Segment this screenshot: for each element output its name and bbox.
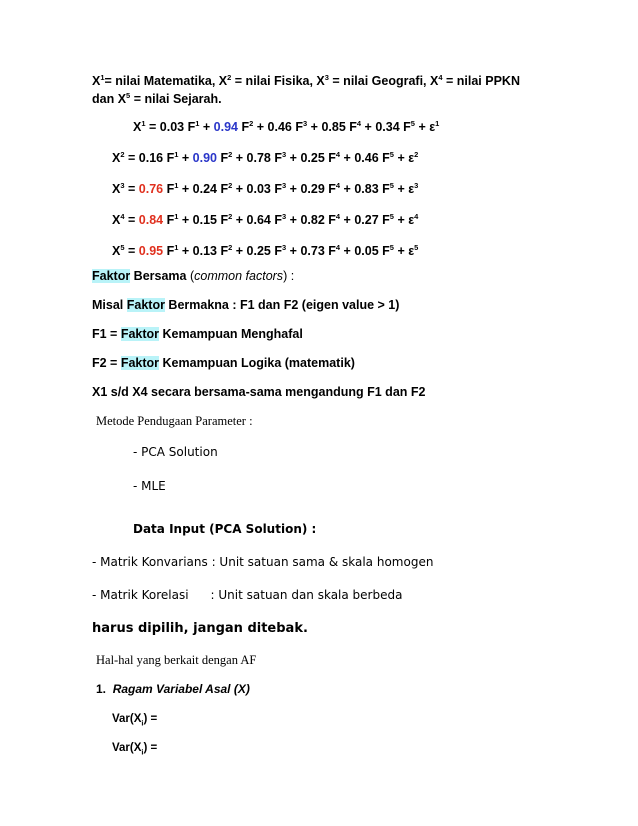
coefficient: 0.13 (192, 244, 217, 258)
equation-row: $X^1 = 0.03$ $F^1 + 0.94$ $F^2 + 0.46$ $F^3 + 0.85$ $F^4 + 0.34$ $F^5 + \varepsilon^1$ (133, 119, 440, 134)
equation-row: $X^3 = 0.76$ $F^1 + 0.24$ $F^2 + 0.03$ $F^3 + 0.29$ $F^4 + 0.83$ $F^5 + \varepsilon^3$ (112, 181, 419, 196)
harus-line: harus dipilih, jangan ditebak. (92, 621, 308, 636)
highlighted-faktor: Faktor (92, 269, 131, 283)
f2-line: F2 = Faktor Kemampuan Logika (matematik) (92, 356, 355, 370)
coefficient: 0.85 (321, 120, 346, 134)
equation-row: $X^2 = 0.16$ $F^1 + 0.90$ $F^2 + 0.78$ $F^3 + 0.25$ $F^4 + 0.46$ $F^5 + \varepsilon^2$ (112, 150, 419, 165)
coefficient: 0.25 (300, 151, 325, 165)
var-line-1: $Var(X_i)$ = (112, 713, 158, 728)
intro-line-1: $X^1=$ nilai Matematika, $X^2$ = nilai Fisika, $X^3$ = nilai Geografi, $X^4$ = nilai PPKN (92, 73, 520, 88)
metode-line: Metode Pendugaan Parameter : (96, 414, 253, 428)
coefficient: 0.16 (138, 151, 164, 165)
faktor-bersama-line: Faktor Bersama (common factors) : (92, 269, 295, 283)
f1-line: F1 = Faktor Kemampuan Menghafal (92, 327, 303, 341)
highlighted-faktor: Faktor (120, 356, 160, 370)
method-pca: - PCA Solution (133, 445, 218, 459)
equation-row: $X^5 = 0.95$ $F^1 + 0.13$ $F^2 + 0.25$ $F^3 + 0.73$ $F^4 + 0.05$ $F^5 + \varepsilon^5$ (112, 243, 419, 258)
coefficient: 0.25 (246, 244, 271, 258)
coefficient: 0.78 (246, 151, 271, 165)
coefficient: 0.82 (300, 213, 325, 227)
intro-line-2: dan $X^5$ = nilai Sejarah. (92, 91, 222, 106)
coefficient: 0.83 (354, 182, 379, 196)
misal-line: Misal Faktor Bermakna : F1 dan F2 (eigen value > 1) (92, 298, 400, 312)
coefficient: 0.27 (354, 213, 379, 227)
highlighted-faktor: Faktor (126, 298, 165, 312)
x1-x4-line: X1 s/d X4 secara bersama-sama mengandung F1 dan F2 (92, 385, 426, 399)
coefficient: 0.15 (192, 213, 217, 227)
coefficient: 0.03 (159, 120, 185, 134)
coefficient: 0.64 (246, 213, 271, 227)
coefficient: 0.05 (354, 244, 379, 258)
data-input-line: Data Input (PCA Solution) : (133, 522, 317, 536)
method-mle: - MLE (133, 479, 166, 493)
hal-hal-line: Hal-hal yang berkait dengan AF (96, 653, 257, 667)
ragam-heading: 1. Ragam Variabel Asal (X) (96, 682, 250, 696)
coefficient: 0.90 (192, 151, 217, 165)
coefficient: 0.34 (375, 120, 400, 134)
coefficient: 0.94 (213, 120, 238, 134)
matrik-konvarians-line: - Matrik Konvarians : Unit satuan sama & skala homogen (92, 555, 434, 569)
coefficient: 0.46 (354, 151, 379, 165)
coefficient: 0.24 (192, 182, 217, 196)
coefficient: 0.76 (138, 182, 164, 196)
coefficient: 0.46 (267, 120, 292, 134)
coefficient: 0.84 (138, 213, 164, 227)
equation-row: $X^4 = 0.84$ $F^1 + 0.15$ $F^2 + 0.64$ $F^3 + 0.82$ $F^4 + 0.27$ $F^5 + \varepsilon^4$ (112, 212, 419, 227)
coefficient: 0.03 (246, 182, 271, 196)
matrik-korelasi-line: - Matrik Korelasi : Unit satuan dan skala berbeda (92, 588, 403, 602)
coefficient: 0.73 (300, 244, 325, 258)
coefficient: 0.29 (300, 182, 325, 196)
highlighted-faktor: Faktor (120, 327, 160, 341)
var-line-2: $Var(X_i)$ = (112, 742, 158, 757)
coefficient: 0.95 (138, 244, 164, 258)
